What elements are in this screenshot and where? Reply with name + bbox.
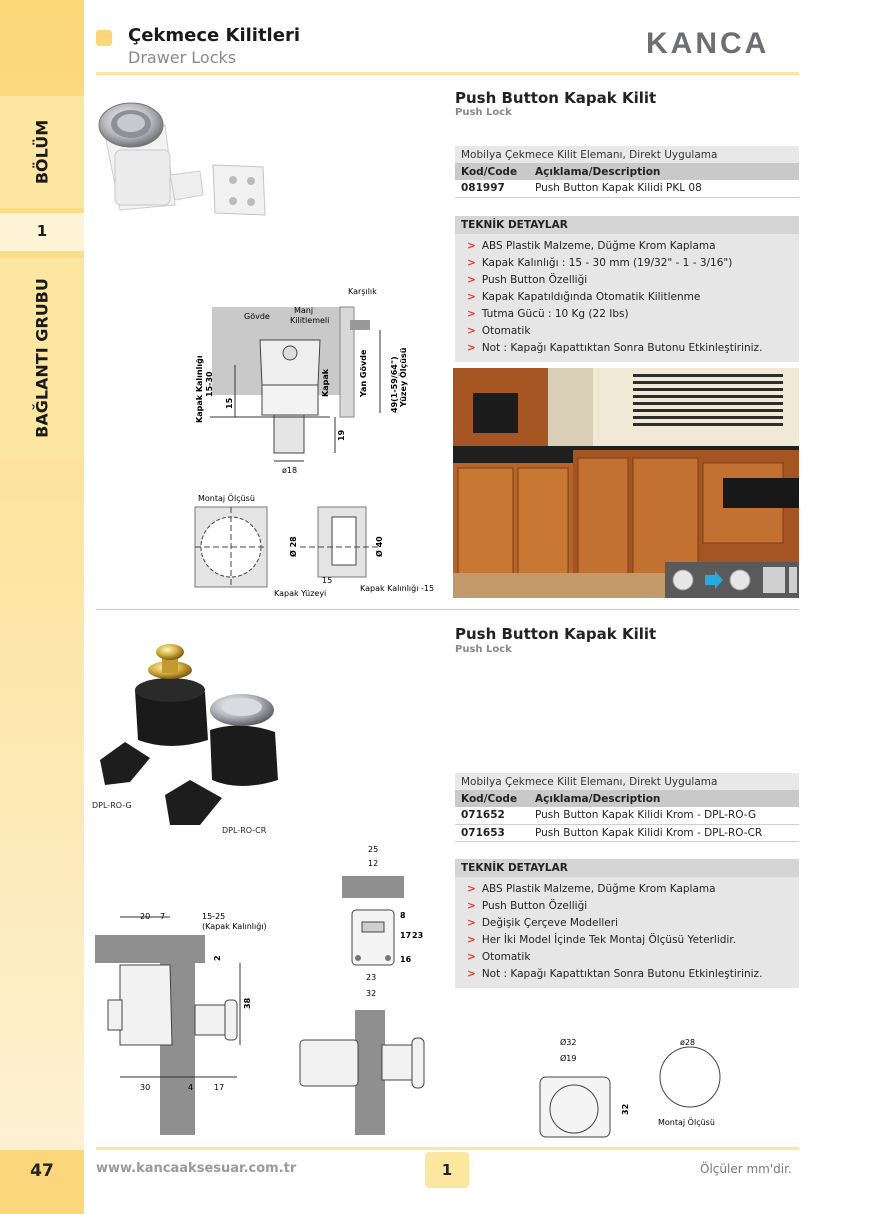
dim-vertical-2: Yüzey Ölçüsü xyxy=(399,347,408,407)
arrow-icon: > xyxy=(467,917,476,929)
section-divider xyxy=(96,609,799,610)
tech-title: TEKNİK DETAYLAR xyxy=(455,216,799,234)
cell-desc: Push Button Kapak Kilidi PKL 08 xyxy=(529,180,799,197)
header-bullet xyxy=(96,30,112,46)
dim-15b: 15 xyxy=(322,576,333,585)
list-item: > ABS Plastik Malzeme, Düğme Krom Kaplama xyxy=(467,883,716,895)
arrow-icon: > xyxy=(467,325,476,337)
dim-kapak-kalinligi: (Kapak Kalınlığı) xyxy=(202,922,267,931)
label-kapak: Kapak xyxy=(321,368,330,397)
dim-20: 20 xyxy=(140,912,151,921)
cell-desc: Push Button Kapak Kilidi Krom - DPL-RO-CR xyxy=(529,824,799,841)
arrow-icon: > xyxy=(467,342,476,354)
product1-subtitle: Push Lock xyxy=(455,107,512,118)
product1-technical-drawing xyxy=(190,285,440,605)
label-manj: Manj xyxy=(294,306,314,315)
dim-t23v: 23 xyxy=(412,931,424,940)
table-caption: Mobilya Çekmece Kilit Elemanı, Direkt Uygulama xyxy=(455,773,799,790)
cell-code: 071652 xyxy=(455,807,529,824)
dim-d32: Ø32 xyxy=(560,1038,577,1047)
list-item: > Otomatik xyxy=(467,951,531,963)
dim-2: 2 xyxy=(213,955,222,961)
website-link[interactable]: www.kancaaksesuar.com.tr xyxy=(96,1161,297,1176)
label-montaj-2: Montaj Ölçüsü xyxy=(658,1118,715,1127)
kitchen-photo xyxy=(453,368,799,598)
label-kapak-kalinligi: Kapak Kalınlığı xyxy=(195,355,204,423)
section-label: BÖLÜM xyxy=(32,119,52,185)
header-divider xyxy=(96,72,799,75)
cell-code: 071653 xyxy=(455,824,529,841)
product1-title: Push Button Kapak Kilit xyxy=(455,89,657,107)
dim-t12: 12 xyxy=(368,859,379,868)
dim-vertical: 49(1-59/64") xyxy=(390,356,399,413)
col-desc-header: Açıklama/Description xyxy=(529,790,799,807)
arrow-icon: > xyxy=(467,240,476,252)
dim-19: 19 xyxy=(337,429,346,441)
dim-t8: 8 xyxy=(400,911,406,920)
list-item: > Not : Kapağı Kapattıktan Sonra Butonu Etkinleştiriniz. xyxy=(467,968,763,980)
list-item: > Tutma Gücü : 10 Kg (22 Ibs) xyxy=(467,308,629,320)
section-number: 1 xyxy=(36,222,48,240)
dim-d28: Ø 28 xyxy=(289,536,298,557)
footer-divider xyxy=(96,1147,799,1150)
arrow-icon: > xyxy=(467,968,476,980)
page-subtitle: Drawer Locks xyxy=(128,48,237,67)
dim-d40: Ø 40 xyxy=(375,536,384,557)
arrow-icon: > xyxy=(467,951,476,963)
label-montaj: Montaj Ölçüsü xyxy=(198,494,255,503)
arrow-icon: > xyxy=(467,900,476,912)
product2-title: Push Button Kapak Kilit xyxy=(455,625,657,643)
label-govde: Gövde xyxy=(244,312,270,321)
arrow-icon: > xyxy=(467,291,476,303)
dim-t16: 16 xyxy=(400,955,412,964)
footer-section-number: 1 xyxy=(425,1152,469,1188)
dim-15-25: 15-25 xyxy=(202,912,226,921)
list-item: > ABS Plastik Malzeme, Düğme Krom Kaplama xyxy=(467,240,716,252)
product2-photo xyxy=(90,630,290,830)
dim-7: 7 xyxy=(160,912,166,921)
arrow-icon: > xyxy=(467,257,476,269)
label-dpl-ro-cr: DPL-RO-CR xyxy=(222,826,267,835)
arrow-icon: > xyxy=(467,274,476,286)
list-item: > Otomatik xyxy=(467,325,531,337)
cell-code: 081997 xyxy=(455,180,529,197)
product2-top-drawing xyxy=(300,840,430,1135)
col-desc-header: Açıklama/Description xyxy=(529,163,799,180)
product1-tech-details xyxy=(455,216,799,362)
table-caption: Mobilya Çekmece Kilit Elemanı, Direkt Uygulama xyxy=(455,146,799,163)
product1-photo xyxy=(95,95,275,225)
dim-4: 4 xyxy=(188,1083,194,1092)
page-number: 47 xyxy=(0,1150,84,1214)
arrow-icon: > xyxy=(467,308,476,320)
dim-30: 30 xyxy=(140,1083,151,1092)
list-item: > Push Button Özelliği xyxy=(467,900,588,912)
col-code-header: Kod/Code xyxy=(455,163,529,180)
dim-17: 17 xyxy=(214,1083,225,1092)
list-item: > Her İki Model İçinde Tek Montaj Ölçüsü Yeterlidir. xyxy=(467,934,737,946)
product2-side-drawing xyxy=(90,905,267,1140)
product2-tech-details xyxy=(455,859,799,988)
table-row xyxy=(455,807,799,824)
label-range: 15-30 xyxy=(205,371,214,397)
label-kapak-yuzeyi: Kapak Yüzeyi xyxy=(274,589,327,598)
dim-t25: 25 xyxy=(368,845,379,854)
label-kilitlemeli: Kilitlemeli xyxy=(290,316,330,325)
dim-18: ø18 xyxy=(282,466,298,475)
brand-logo: KANCA xyxy=(646,27,770,60)
label-kapak-kalinligi-15: Kapak Kalınlığı -15 xyxy=(360,584,435,593)
product1-code-table xyxy=(455,146,799,198)
list-item: > Kapak Kalınlığı : 15 - 30 mm (19/32" - 1 - 3/16") xyxy=(467,257,733,269)
table-row xyxy=(455,180,799,197)
label-dpl-ro-g: DPL-RO-G xyxy=(92,801,132,810)
dim-t23: 23 xyxy=(366,973,377,982)
cell-desc: Push Button Kapak Kilidi Krom - DPL-RO-G xyxy=(529,807,799,824)
tech-title: TEKNİK DETAYLAR xyxy=(455,859,799,877)
dim-t32: 32 xyxy=(366,989,377,998)
label-yan-govde: Yan Gövde xyxy=(359,349,368,397)
arrow-icon: > xyxy=(467,934,476,946)
page-title: Çekmece Kilitleri xyxy=(128,25,300,46)
group-label: BAĞLANTI GRUBU xyxy=(32,278,52,438)
label-karsilik: Karşılık xyxy=(348,287,377,296)
list-item: > Push Button Özelliği xyxy=(467,274,588,286)
product2-subtitle: Push Lock xyxy=(455,644,512,655)
dim-side32: 32 xyxy=(621,1103,630,1115)
dim-t17: 17 xyxy=(400,931,412,940)
dim-d19: Ø19 xyxy=(560,1054,577,1063)
table-row xyxy=(455,824,799,841)
product2-code-table xyxy=(455,773,799,842)
arrow-icon: > xyxy=(467,883,476,895)
col-code-header: Kod/Code xyxy=(455,790,529,807)
footer-note: Ölçüler mm'dir. xyxy=(700,1162,792,1176)
dim-38: 38 xyxy=(243,997,252,1009)
list-item: > Kapak Kapatıldığında Otomatik Kilitlenme xyxy=(467,291,701,303)
list-item: > Değişik Çerçeve Modelleri xyxy=(467,917,619,929)
product2-montaj-drawing xyxy=(530,1035,730,1140)
list-item: > Not : Kapağı Kapattıktan Sonra Butonu Etkinleştiriniz. xyxy=(467,342,763,354)
dim-d28b: ø28 xyxy=(680,1038,696,1047)
dim-15: 15 xyxy=(225,397,234,409)
